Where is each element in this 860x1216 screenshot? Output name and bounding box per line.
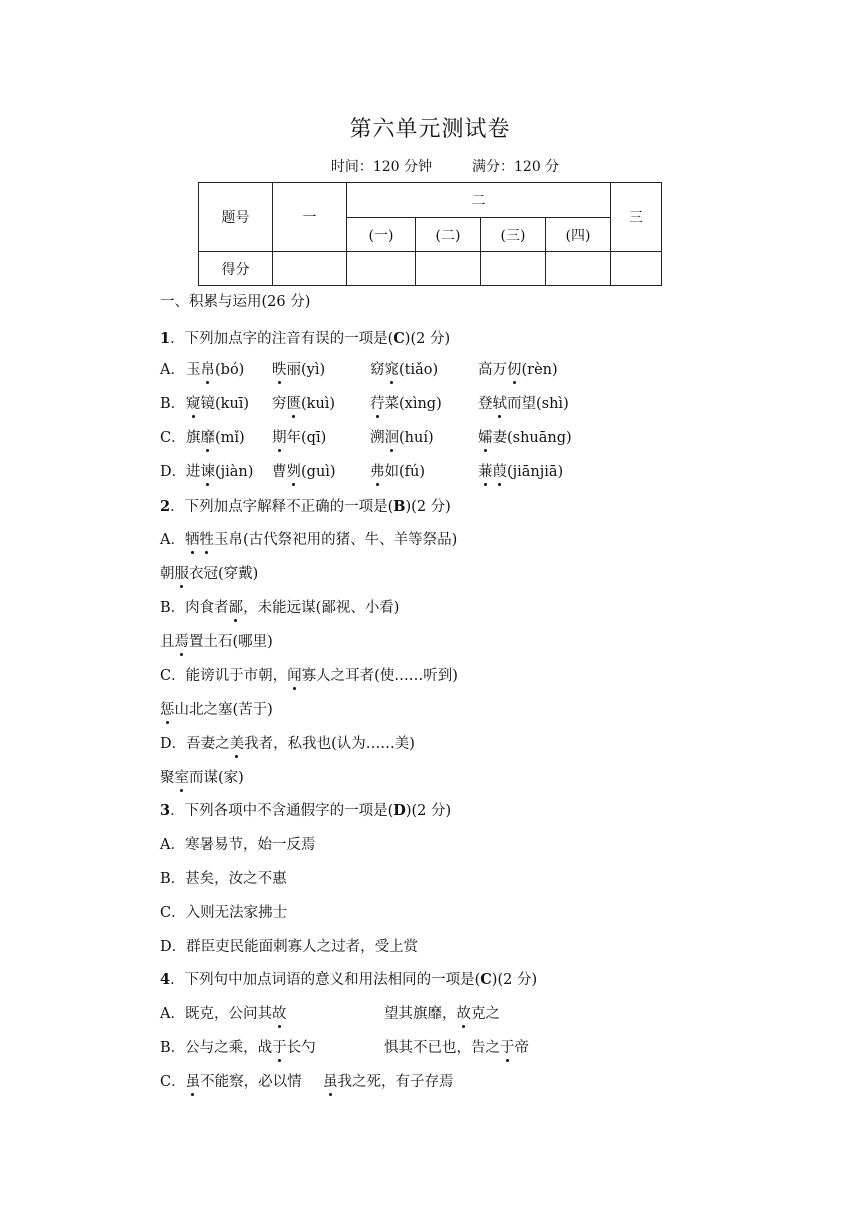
question-1: 1．下列加点字的注音有误的一项是(C)(2 分) bbox=[160, 330, 451, 347]
question-3: 3．下列各项中不含通假字的一项是(D)(2 分) bbox=[160, 802, 452, 819]
table-part-2-sub-4: (四) bbox=[546, 218, 611, 252]
q3-option-b: B．甚矣，汝之不惠 bbox=[160, 871, 287, 887]
table-part-2-sub-3: (三) bbox=[481, 218, 546, 252]
section-heading: 一、积累与运用(26 分) bbox=[160, 294, 311, 310]
q2-line: 且焉置土石(哪里) bbox=[160, 634, 273, 650]
table-score-label: 得分 bbox=[199, 252, 273, 286]
q3-option-a: A．寒暑易节，始一反焉 bbox=[160, 837, 316, 853]
table-part-2-sub-2: (二) bbox=[416, 218, 481, 252]
table-score-cell[interactable] bbox=[347, 252, 416, 286]
exam-meta bbox=[0, 156, 860, 176]
score-table bbox=[198, 182, 662, 286]
full-score: 满分：120 分 bbox=[472, 159, 560, 175]
question-2: 2．下列加点字解释不正确的一项是(B)(2 分) bbox=[160, 498, 451, 515]
table-score-cell[interactable] bbox=[481, 252, 546, 286]
time-limit: 时间：120 分钟 bbox=[330, 159, 432, 175]
table-part-2-sub-1: (一) bbox=[347, 218, 416, 252]
table-header-label: 题号 bbox=[199, 183, 273, 252]
table-part-1: 一 bbox=[273, 183, 347, 252]
q2-line: 惩山北之塞(苦于) bbox=[160, 702, 273, 718]
table-score-cell[interactable] bbox=[273, 252, 347, 286]
q2-line: C．能谤讥于市朝，闻寡人之耳者(使……听到) bbox=[160, 668, 458, 684]
table-score-cell[interactable] bbox=[416, 252, 481, 286]
table-part-2: 二 bbox=[347, 183, 611, 218]
q4-option-c: C．虽不能察，必以情 虽我之死，有子存焉 bbox=[160, 1074, 454, 1090]
q2-line: B．肉食者鄙，未能远谋(鄙视、小看) bbox=[160, 600, 400, 616]
q3-option-c: C．入则无法家拂士 bbox=[160, 905, 288, 921]
table-score-cell[interactable] bbox=[611, 252, 662, 286]
q2-line: A．牺牲玉帛(古代祭祀用的猪、牛、羊等祭品) bbox=[160, 532, 458, 548]
question-4: 4．下列句中加点词语的意义和用法相同的一项是(C)(2 分) bbox=[160, 971, 538, 988]
table-score-cell[interactable] bbox=[546, 252, 611, 286]
q2-line: D．吾妻之美我者，私我也(认为……美) bbox=[160, 736, 415, 752]
q3-option-d: D．群臣吏民能面刺寡人之过者，受上赏 bbox=[160, 939, 419, 955]
q2-line: 聚室而谋(家) bbox=[160, 770, 244, 786]
q2-line: 朝服衣冠(穿戴) bbox=[160, 566, 259, 582]
q4-option-a: A．既克，公问其故 望其旗靡，故克之 bbox=[160, 1006, 500, 1022]
q4-option-b: B．公与之乘，战于长勺 惧其不已也，告之于帝 bbox=[160, 1040, 529, 1056]
page-title: 第六单元测试卷 bbox=[349, 117, 511, 142]
table-part-3: 三 bbox=[611, 183, 662, 252]
